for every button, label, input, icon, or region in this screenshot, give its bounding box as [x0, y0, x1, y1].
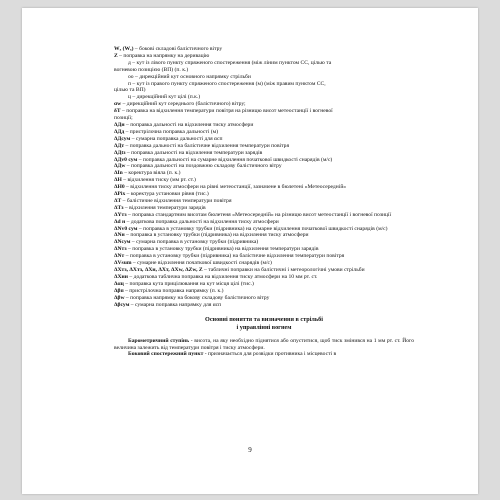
- glossary-line: [114, 115, 414, 122]
- glossary-term: ΔДw: [114, 163, 126, 170]
- glossary-term: ΔH: [114, 177, 122, 184]
- glossary-line: [114, 274, 414, 281]
- glossary-term: ΔДд: [114, 128, 125, 135]
- glossary-term: ΔNтз: [114, 246, 127, 253]
- glossary-term: Wₓ (Wₓ): [114, 46, 134, 52]
- glossary-desc: – балістичне відхилення температури повітря: [121, 197, 232, 204]
- glossary-desc: – поправка напрямку на бокову складову балістичного вітру: [124, 294, 270, 301]
- glossary-line: [114, 53, 414, 60]
- glossary-desc: – поправка дальності на поздовжню складову балістичного вітру: [125, 163, 282, 170]
- glossary-term: ΔNсум: [114, 239, 131, 246]
- glossary-line: [114, 157, 414, 164]
- glossary-line: [114, 46, 414, 53]
- glossary-desc: – додаткова таблична поправка на відхилення тиску атмосфери на 10 мм рт. ст.: [128, 273, 318, 280]
- glossary-term: ΔTз: [114, 204, 124, 211]
- glossary-line: [114, 184, 414, 191]
- glossary-term: ΔДсум: [114, 135, 131, 142]
- glossary-desc: – дирекційний кут середнього (балістичного) вітру;: [121, 101, 246, 108]
- glossary-term: Δβсум: [114, 301, 130, 308]
- glossary-line: [114, 163, 414, 170]
- glossary-text: позиції;: [114, 115, 133, 122]
- glossary-line: [114, 260, 414, 267]
- glossary-line: [114, 246, 414, 253]
- glossary-desc: – поправка на напрямку на деривацію: [117, 52, 210, 59]
- glossary-desc: – відхилення температури зарядів: [123, 204, 206, 211]
- glossary-line: [114, 94, 414, 101]
- glossary-line: [114, 212, 414, 219]
- glossary-desc: – поправка на відхилення температури повітря на різницю висот метеостанції і вогневої: [120, 108, 333, 115]
- glossary-line: [114, 198, 414, 205]
- glossary-term: Δβп: [114, 287, 124, 294]
- definition-text: - висота, на яку необхідно піднятися або опуститися, щоб тиск змінився на 1 мм рт. ст. Його величина залежить від температури повітря і тиску атмосфери.: [114, 337, 414, 351]
- glossary-line: [114, 267, 414, 274]
- glossary-text: оо – дирекційний кут основного напрямку стрільби: [128, 73, 251, 80]
- glossary-line: [114, 150, 414, 157]
- glossary-desc: – сумарна поправка напрямку для αсп: [129, 301, 222, 308]
- glossary-line: [114, 81, 414, 88]
- glossary-line: [114, 253, 414, 260]
- glossary-text: д – кут із лівого пункту спряженого спостереження (між ліним пунктом СС, цілью та: [128, 59, 332, 66]
- glossary-desc: – табличні поправки на балістичні і метеорологічні умови стрільби: [202, 267, 365, 273]
- glossary-line: [114, 122, 414, 129]
- glossary-term: ΔNт: [114, 253, 125, 260]
- glossary-text: вогневою позицією (ВП) (п. к.): [114, 66, 189, 73]
- glossary-desc: – додаткова поправка дальності на відхилення тиску атмосфери: [125, 218, 279, 225]
- glossary-term: Δαц: [114, 280, 124, 287]
- glossary-line: [114, 60, 414, 67]
- glossary-desc: – бокові складові балістичного вітру: [133, 46, 223, 52]
- glossary-term: ΔXтз, ΔXтз, ΔXн, ΔXт, ΔXw, ΔZw, Z: [114, 267, 203, 273]
- glossary-line: [114, 232, 414, 239]
- glossary-line: [114, 239, 414, 246]
- glossary-desc: – пристрілочна поправка дальності (м): [124, 128, 219, 135]
- glossary-term: ΔДн: [114, 121, 125, 128]
- glossary-desc: – відхилення тиску (мм рт. ст.): [121, 177, 196, 184]
- glossary-text: п – кут із правого пункту спряженого спостереження (м) (між правим пунктом СС,: [128, 80, 326, 87]
- glossary-term: αw: [114, 101, 122, 108]
- glossary-text: ц – дирекційний кут цілі (п.к.): [128, 94, 201, 101]
- glossary-line: [114, 87, 414, 94]
- glossary-desc: – поправка дальності на відхилення тиску атмосфери: [124, 121, 254, 128]
- glossary-term: ΔДtз: [114, 149, 126, 156]
- section-heading: [114, 316, 414, 331]
- glossary-line: [114, 136, 414, 143]
- glossary-desc: – поправка дальності на відхилення температури зарядів: [125, 149, 263, 156]
- page-content: [114, 46, 414, 358]
- definition-term: Боковий спостережний пункт: [128, 351, 204, 358]
- glossary-line: [114, 226, 414, 233]
- glossary-term: ΔVsum: [114, 260, 132, 267]
- glossary-line: [114, 101, 414, 108]
- glossary-term: ΔNv0 сум: [114, 225, 138, 232]
- glossary-desc: – поправка в установку трубки (підривника) на сумарне відхилення початкової швидкості снарядів (м/с): [137, 225, 388, 232]
- glossary-term: δT: [114, 108, 121, 115]
- glossary-desc: – поправка стандартним висотам бюлетеня «Метеосередній» на різницю висот метеостанції і вогневої позиції: [126, 211, 392, 218]
- glossary-desc: – поправка в установку трубки (підривника) на відхилення тиску атмосфери: [124, 232, 309, 239]
- glossary-term: Z: [114, 52, 118, 59]
- glossary-term: ΔН0: [114, 184, 125, 191]
- definition-paragraph: [114, 351, 414, 358]
- glossary-term: ΔДт: [114, 142, 125, 149]
- definition-text: - призначається для розвідки противника і місцевості в: [203, 351, 337, 358]
- glossary-term: ΔXнн: [114, 273, 128, 280]
- section-heading-line2: і управлінні вогнем: [236, 324, 292, 332]
- glossary-line: [114, 295, 414, 302]
- glossary-line: [114, 129, 414, 136]
- glossary-line: [114, 219, 414, 226]
- glossary-desc: – сумарна поправка дальності для αсп: [130, 135, 223, 142]
- glossary-desc: – коректура віяла (п. к.): [122, 170, 181, 177]
- glossary-desc: – коректура установки рівня (тис.): [125, 191, 209, 198]
- glossary-text: цілью та ВП): [114, 87, 146, 94]
- glossary-line: [114, 205, 414, 212]
- glossary-term: ΔДv0 сум: [114, 156, 138, 163]
- definition-term: Барометричний ступінь: [128, 337, 190, 344]
- glossary-term: ΔYтз: [114, 211, 127, 218]
- glossary-term: ΔIn: [114, 170, 123, 177]
- glossary-desc: – поправка кута прицілювання на кут місця цілі (тис.): [123, 280, 254, 287]
- glossary-line: [114, 302, 414, 309]
- glossary-line: [114, 191, 414, 198]
- glossary-term: ΔPix: [114, 191, 126, 198]
- glossary-line: [114, 281, 414, 288]
- definition-paragraph: [114, 338, 414, 352]
- glossary-desc: – поправка дальності на сумарне відхилення початкової швидкості снарядів (м/с): [137, 156, 333, 163]
- glossary-line: [114, 143, 414, 150]
- document-page: [22, 8, 478, 494]
- glossary-desc: – поправка в установку трубки (підривника) на балістичне відхилення температури повітря: [124, 253, 345, 260]
- page-number: 9: [248, 446, 252, 454]
- glossary-line: [114, 108, 414, 115]
- glossary-desc: – поправка дальності на балістичне відхилення температури повітря: [124, 142, 290, 149]
- glossary-line: [114, 74, 414, 81]
- section-heading-line1: Основні поняття та визначення в стрільбі: [205, 316, 323, 324]
- glossary-desc: – відхилення тиску атмосфери на рівні метеостанції, зазначене в бюлетені «Метеосередній»: [124, 184, 347, 191]
- glossary-line: [114, 288, 414, 295]
- glossary-desc: – пристрілочна поправка напрямку (п. к.): [123, 287, 224, 294]
- glossary-desc: – сумарна поправка в установку трубки (підривника): [130, 239, 259, 246]
- glossary-line: [114, 177, 414, 184]
- glossary-line: [114, 67, 414, 74]
- glossary-term: ΔT: [114, 197, 122, 204]
- glossary-desc: – сумарне відхилення початкової швидкості снарядів (м/с): [131, 260, 272, 267]
- glossary-line: [114, 170, 414, 177]
- glossary-term: ΔNн: [114, 232, 125, 239]
- glossary-term: Δd н: [114, 218, 126, 225]
- glossary-term: Δβw: [114, 294, 125, 301]
- glossary-desc: – поправка в установку трубки (підривника) на відхилення температури зарядів: [126, 246, 319, 253]
